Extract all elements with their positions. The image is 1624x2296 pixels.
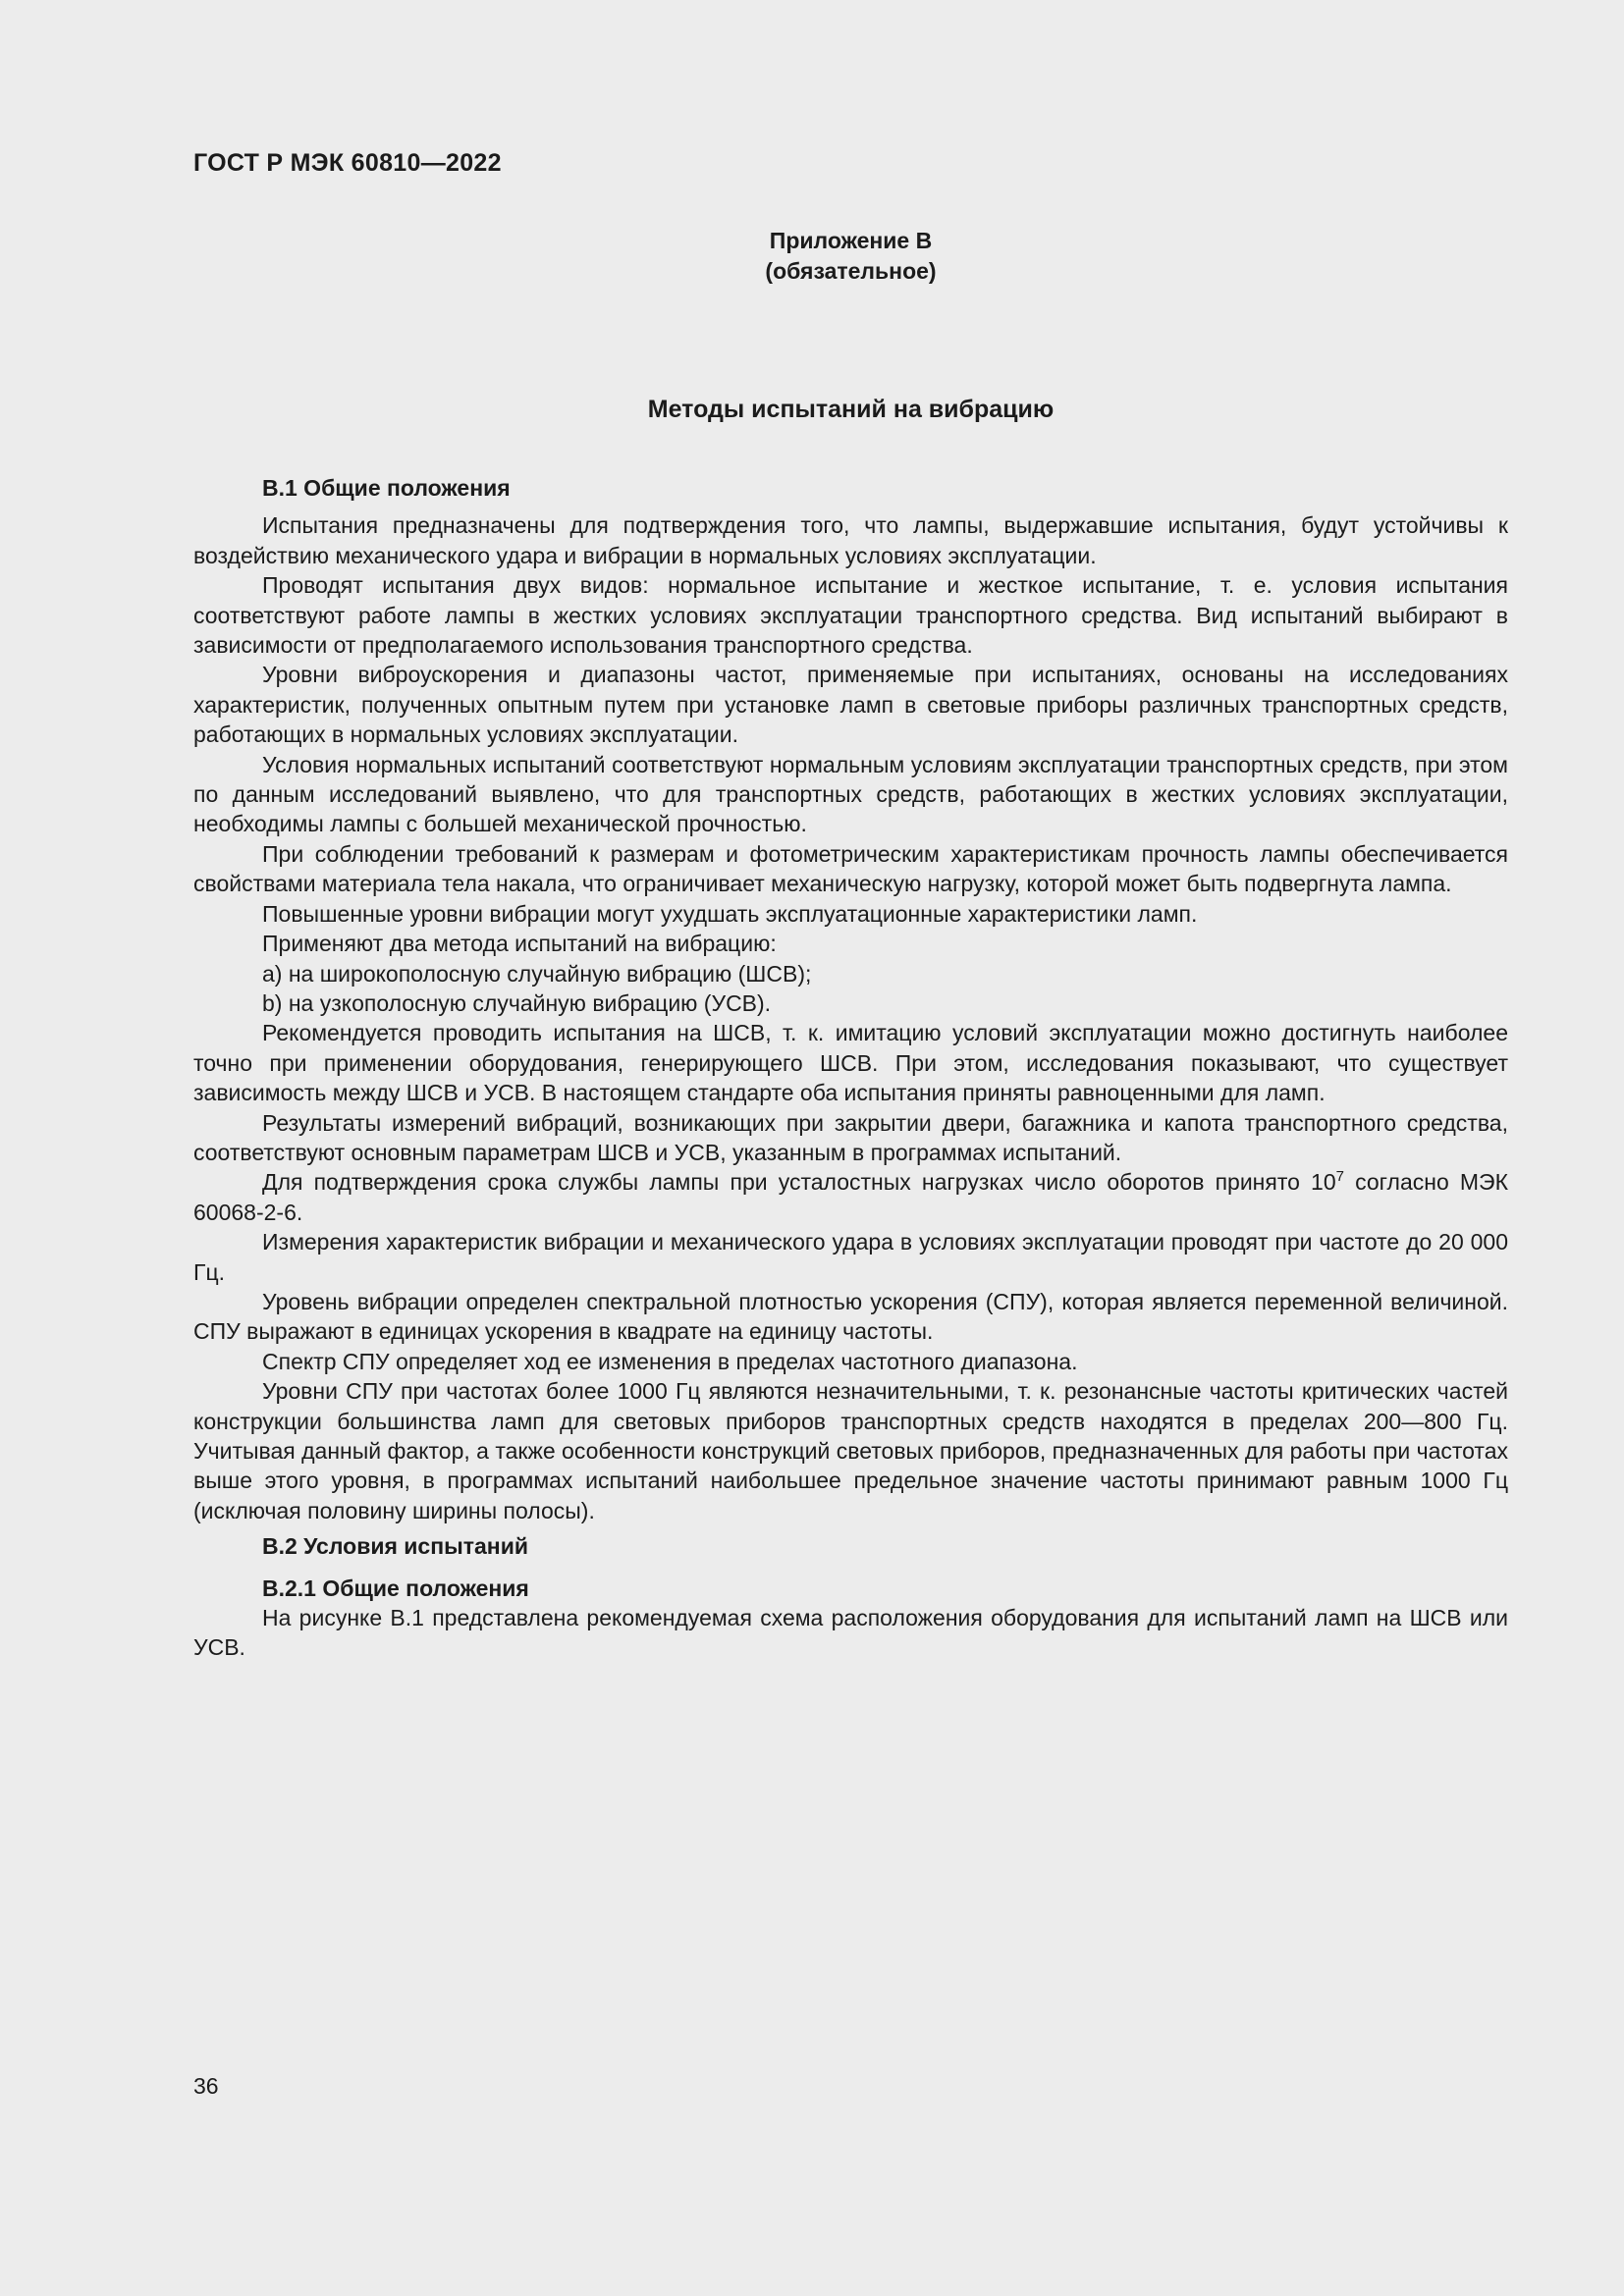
paragraph: На рисунке В.1 представлена рекомендуемая схема расположения оборудования для испытаний ламп на ШСВ или УСВ. xyxy=(193,1605,1508,1661)
appendix-title: Методы испытаний на вибрацию xyxy=(647,396,1055,423)
paragraph: Уровни виброускорения и диапазоны частот, применяемые при испытаниях, основаны на исследованиях характеристик, полученных опытным путем при установке ламп в световые приборы различных транспортных средств, работающих в нормальных условиях эксплуатации. xyxy=(193,662,1508,748)
paragraph: Испытания предназначены для подтверждения того, что лампы, выдержавшие испытания, будут устойчивы к воздействию механического удара и вибрации в нормальных условиях эксплуатации. xyxy=(193,512,1508,568)
list-item-a: a) на широкополосную случайную вибрацию (ШСВ); xyxy=(262,960,812,987)
appendix-label: Приложение В xyxy=(769,228,933,253)
section-b2-heading: В.2 Условия испытаний xyxy=(262,1533,528,1560)
document-code: ГОСТ Р МЭК 60810—2022 xyxy=(193,149,502,177)
exponent: 7 xyxy=(1335,1168,1344,1186)
paragraph: Измерения характеристик вибрации и механического удара в условиях эксплуатации проводят при частоте до 20 000 Гц. xyxy=(193,1229,1508,1285)
section-b1-heading: В.1 Общие положения xyxy=(262,475,511,501)
paragraph: Результаты измерений вибраций, возникающих при закрытии двери, багажника и капота транспортного средства, соответствуют основным параметрам ШСВ и УСВ, указанным в программах испытаний. xyxy=(193,1109,1508,1165)
paragraph: Повышенные уровни вибрации могут ухудшать эксплуатационные характеристики ламп. xyxy=(262,900,1198,927)
section-b21-heading: В.2.1 Общие положения xyxy=(262,1575,529,1601)
appendix-heading xyxy=(193,226,1508,287)
paragraph-with-exponent xyxy=(193,1167,1508,1227)
list-item-b: b) на узкополосную случайную вибрацию (УСВ). xyxy=(262,989,772,1016)
paragraph-text: Для подтверждения срока службы лампы при усталостных нагрузках число оборотов принято 10 xyxy=(262,1169,1336,1196)
paragraph-text: согласно МЭК 60068-2-6. xyxy=(193,1169,1508,1225)
paragraph: Применяют два метода испытаний на вибрацию: xyxy=(262,931,777,957)
paragraph: При соблюдении требований к размерам и фотометрическим характеристикам прочность лампы обеспечивается свойствами материала тела накала, что ограничивает механическую нагрузку, которой может быть подвергнута лампа. xyxy=(193,840,1508,897)
paragraph: Рекомендуется проводить испытания на ШСВ, т. к. имитацию условий эксплуатации можно достигнуть наиболее точно при применении оборудования, генерирующего ШСВ. При этом, исследования показывают, что существует зависимость между ШСВ и УСВ. В настоящем стандарте оба испытания приняты равноценными для ламп. xyxy=(193,1020,1508,1106)
paragraph: Условия нормальных испытаний соответствуют нормальным условиям эксплуатации транспортных средств, при этом по данным исследований выявлено, что для транспортных средств, работающих в жестких условиях эксплуатации, необходимы лампы с большей механической прочностью. xyxy=(193,751,1508,837)
page-number: 36 xyxy=(193,2073,219,2099)
appendix-status: (обязательное) xyxy=(765,258,937,284)
document-body xyxy=(193,473,1508,1663)
paragraph: Спектр СПУ определяет ход ее изменения в пределах частотного диапазона. xyxy=(262,1348,1078,1374)
paragraph: Уровни СПУ при частотах более 1000 Гц являются незначительными, т. к. резонансные частоты критических частей конструкции большинства ламп для световых приборов транспортных средств находятся в пределах 200—800 Гц. Учитывая данный фактор, а также особенности конструкций световых приборов, предназначенных для работы при частотах выше этого уровня, в программах испытаний наибольшее предельное значение частоты принимают равным 1000 Гц (исключая половину ширины полосы). xyxy=(193,1378,1508,1523)
paragraph: Проводят испытания двух видов: нормальное испытание и жесткое испытание, т. е. условия испытания соответствуют работе лампы в жестких условиях эксплуатации транспортного средства. Вид испытаний выбирают в зависимости от предполагаемого использования транспортного средства. xyxy=(193,572,1508,659)
paragraph: Уровень вибрации определен спектральной плотностью ускорения (СПУ), которая является переменной величиной. СПУ выражают в единицах ускорения в квадрате на единицу частоты. xyxy=(193,1288,1508,1345)
